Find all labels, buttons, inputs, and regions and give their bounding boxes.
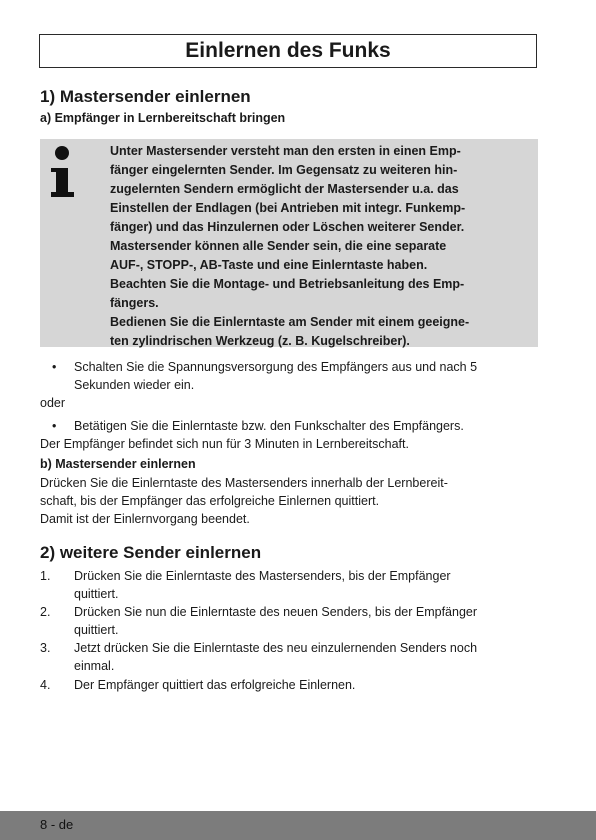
note-line: zugelernten Sendern ermöglicht der Mastersender u.a. das xyxy=(110,182,459,196)
note-line: fängers. xyxy=(110,296,159,310)
note-line: ten zylindrischen Werkzeug (z. B. Kugelschreiber). xyxy=(110,334,410,348)
section1-heading: 1) Mastersender einlernen xyxy=(40,87,251,106)
oder-text: oder xyxy=(40,396,66,410)
note-line: Einstellen der Endlagen (bei Antrieben mit integr. Funkemp- xyxy=(110,201,466,215)
bullet-marker: • xyxy=(52,419,57,433)
note-line: Bedienen Sie die Einlerntaste am Sender mit einem geeigne- xyxy=(110,315,470,329)
bullet1-line: Sekunden wieder ein. xyxy=(74,378,195,392)
section1a-heading: a) Empfänger in Lernbereitschaft bringen xyxy=(40,111,286,125)
bullet1-line: Schalten Sie die Spannungsversorgung des Empfängers aus und nach 5 xyxy=(74,360,478,374)
status-text: Der Empfänger befindet sich nun für 3 Minuten in Lernbereitschaft. xyxy=(40,437,409,451)
page-number: 8 - de xyxy=(40,817,74,832)
step-number: 2. xyxy=(40,605,51,619)
note-line: Mastersender können alle Sender sein, die eine separate xyxy=(110,239,447,253)
step-line: quittiert. xyxy=(74,623,119,637)
bullet2-line: Betätigen Sie die Einlerntaste bzw. den Funkschalter des Empfängers. xyxy=(74,419,464,433)
step-number: 3. xyxy=(40,641,51,655)
step-line: Jetzt drücken Sie die Einlerntaste des neu einzulernenden Senders noch xyxy=(74,641,478,655)
note-line: Unter Mastersender versteht man den ersten in einen Emp- xyxy=(110,144,461,158)
info-note-box xyxy=(40,139,538,347)
page-title-box xyxy=(39,34,537,68)
step-line: Drücken Sie nun die Einlerntaste des neuen Senders, bis der Empfänger xyxy=(74,605,478,619)
note-line: fänger) und das Hinzulernen oder Löschen weiterer Sender. xyxy=(110,220,465,234)
step-number: 1. xyxy=(40,569,51,583)
bullet-marker: • xyxy=(52,360,57,374)
paragraph-line: schaft, bis der Empfänger das erfolgreiche Einlernen quittiert. xyxy=(40,494,380,508)
page-title: Einlernen des Funks xyxy=(185,39,391,62)
step-line: Drücken Sie die Einlerntaste des Mastersenders, bis der Empfänger xyxy=(74,569,451,583)
info-icon xyxy=(51,146,79,200)
section2-heading: 2) weitere Sender einlernen xyxy=(40,543,262,562)
step-line: einmal. xyxy=(74,659,115,673)
paragraph-line: Drücken Sie die Einlerntaste des Mastersenders innerhalb der Lernbereit- xyxy=(40,476,448,490)
note-line: fänger eingelernten Sender. Im Gegensatz zu weiteren hin- xyxy=(110,163,458,177)
step-number: 4. xyxy=(40,678,51,692)
footer-bar xyxy=(0,811,596,840)
note-line: AUF-, STOPP-, AB-Taste und eine Einlerntaste haben. xyxy=(110,258,428,272)
step-line: Der Empfänger quittiert das erfolgreiche Einlernen. xyxy=(74,678,356,692)
step-line: quittiert. xyxy=(74,587,119,601)
paragraph-line: Damit ist der Einlernvorgang beendet. xyxy=(40,512,250,526)
section1b-heading: b) Mastersender einlernen xyxy=(40,457,196,471)
note-line: Beachten Sie die Montage- und Betriebsanleitung des Emp- xyxy=(110,277,465,291)
